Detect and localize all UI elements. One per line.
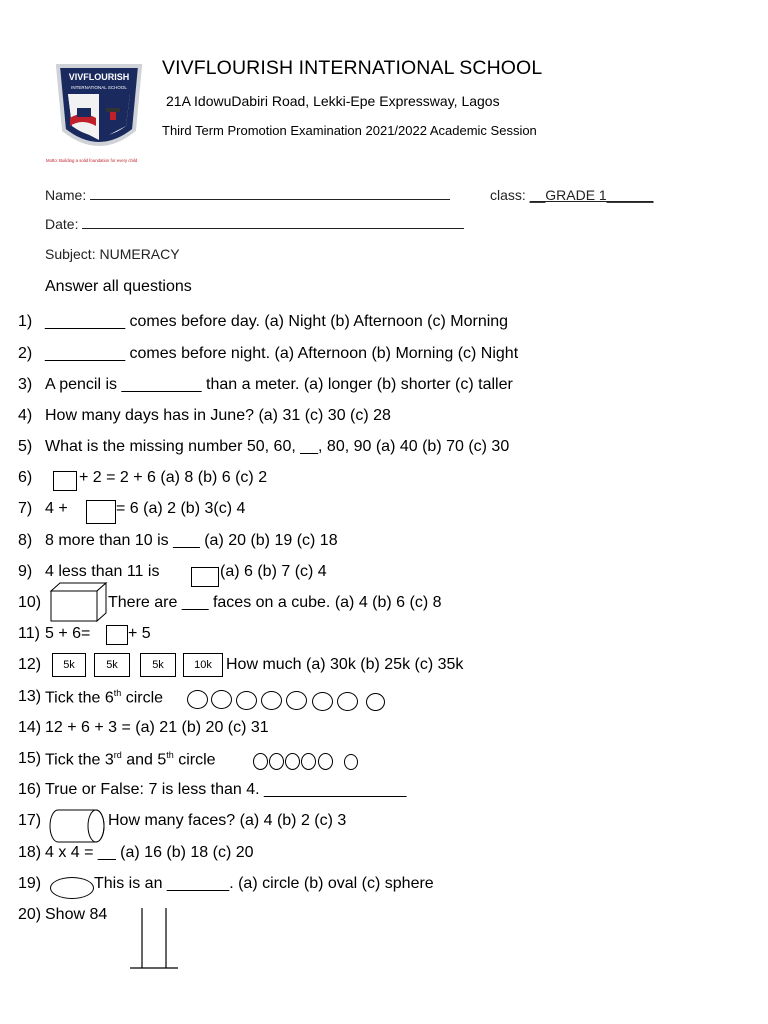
question-number: 17) <box>18 812 42 829</box>
question-number: 6) <box>18 469 33 486</box>
question-number: 2) <box>18 345 33 362</box>
subject-line: Subject: NUMERACY <box>45 246 180 262</box>
question-text: This is an _______. (a) circle (b) oval (c) sphere <box>94 875 434 892</box>
question-text <box>45 750 216 769</box>
question-text: _________ comes before day. (a) Night (b) Afternoon (c) Morning <box>45 313 509 330</box>
coin-5k: 5k <box>140 653 176 677</box>
circle-option[interactable] <box>286 691 307 710</box>
question-text-b: and 5 <box>121 751 167 769</box>
school-logo <box>44 62 154 166</box>
circle-option[interactable] <box>261 691 282 710</box>
question-text <box>45 688 163 707</box>
question-text: 4 x 4 = __ (a) 16 (b) 18 (c) 20 <box>45 844 254 861</box>
question-number: 4) <box>18 407 33 424</box>
school-name: VIVFLOURISH INTERNATIONAL SCHOOL <box>162 57 543 79</box>
circle-option[interactable] <box>301 753 316 770</box>
question-number: 8) <box>18 532 33 549</box>
coin-10k: 10k <box>183 653 223 677</box>
circle-option[interactable] <box>344 754 358 770</box>
circle-option[interactable] <box>269 753 284 770</box>
question-text: How many faces? (a) 4 (b) 2 (c) 3 <box>108 812 347 829</box>
question-text-b: + 5 <box>128 625 151 642</box>
question-number: 19) <box>18 875 42 892</box>
name-label: Name: <box>45 187 91 203</box>
name-line[interactable] <box>90 187 450 200</box>
question-text-b: circle <box>121 689 164 707</box>
question-text: How much (a) 30k (b) 25k (c) 35k <box>226 656 464 673</box>
circle-option[interactable] <box>337 692 358 711</box>
coin-5k: 5k <box>94 653 130 677</box>
circle-option[interactable] <box>253 753 268 770</box>
answer-box[interactable] <box>53 471 77 491</box>
logo-motto: Motto: Building a solid foundation for every child <box>46 158 138 163</box>
question-text-b: (a) 6 (b) 7 (c) 4 <box>220 563 327 580</box>
question-number: 11) <box>18 625 40 642</box>
question-text-b: = 6 (a) 2 (b) 3(c) 4 <box>116 500 246 517</box>
oval-shape <box>50 877 94 899</box>
question-text: 8 more than 10 is ___ (a) 20 (b) 19 (c) 18 <box>45 532 338 549</box>
instructions: Answer all questions <box>45 278 192 295</box>
question-number: 10) <box>18 594 42 611</box>
question-text: A pencil is _________ than a meter. (a) longer (b) shorter (c) taller <box>45 376 513 393</box>
circle-option[interactable] <box>318 753 333 770</box>
exam-session: Third Term Promotion Examination 2021/2022 Academic Session <box>162 123 537 138</box>
question-number: 3) <box>18 376 33 393</box>
class-value: __GRADE 1______ <box>529 187 654 203</box>
circle-option[interactable] <box>236 691 257 710</box>
circle-option[interactable] <box>366 693 385 711</box>
answer-box[interactable] <box>86 500 116 524</box>
question-number: 20) <box>18 906 42 923</box>
cube-shape <box>50 582 108 627</box>
logo-text-sub: INTERNATIONAL SCHOOL <box>71 85 127 90</box>
question-text: + 2 = 2 + 6 (a) 8 (b) 6 (c) 2 <box>79 469 268 486</box>
school-address: 21A IdowuDabiri Road, Lekki-Epe Expressway, Lagos <box>166 93 500 109</box>
question-text: _________ comes before night. (a) Afternoon (b) Morning (c) Night <box>45 345 519 362</box>
class-field <box>490 187 653 203</box>
question-number: 16) <box>18 781 42 798</box>
question-text: How many days has in June? (a) 31 (c) 30 (c) 28 <box>45 407 391 424</box>
question-number: 5) <box>18 438 33 455</box>
answer-box[interactable] <box>191 567 219 587</box>
question-text-a: 4 less than 11 is <box>45 563 160 580</box>
question-text-a: 5 + 6= <box>45 625 91 642</box>
date-field <box>45 216 464 232</box>
class-label: class: <box>490 187 530 203</box>
question-number: 15) <box>18 750 42 767</box>
question-number: 14) <box>18 719 42 736</box>
question-text-a: 4 + <box>45 500 68 517</box>
question-text: There are ___ faces on a cube. (a) 4 (b) 6 (c) 8 <box>108 594 442 611</box>
question-number: 18) <box>18 844 42 861</box>
ordinal-suffix: th <box>113 688 122 698</box>
question-number: 12) <box>18 656 42 673</box>
circle-option[interactable] <box>187 690 208 709</box>
date-label: Date: <box>45 216 83 232</box>
question-number: 13) <box>18 688 42 705</box>
name-field <box>45 187 450 203</box>
question-text: Show 84 <box>45 906 108 923</box>
circle-option[interactable] <box>312 692 333 711</box>
coin-5k: 5k <box>52 653 86 677</box>
question-text-a: Tick the 6 <box>45 689 114 707</box>
circle-option[interactable] <box>211 690 232 709</box>
circle-option[interactable] <box>285 753 300 770</box>
cylinder-shape <box>50 808 106 849</box>
question-number: 1) <box>18 313 33 330</box>
ordinal-suffix: th <box>166 750 174 760</box>
abacus-drawing[interactable] <box>130 908 180 977</box>
question-text-a: Tick the 3 <box>45 751 114 769</box>
question-text: What is the missing number 50, 60, __, 80, 90 (a) 40 (b) 70 (c) 30 <box>45 438 510 455</box>
ordinal-suffix: rd <box>113 750 122 760</box>
question-text: 12 + 6 + 3 = (a) 21 (b) 20 (c) 31 <box>45 719 269 736</box>
question-number: 7) <box>18 500 33 517</box>
question-number: 9) <box>18 563 33 580</box>
date-line[interactable] <box>82 216 464 229</box>
logo-text-top: VIVFLOURISH <box>68 72 130 82</box>
question-text-c: circle <box>173 751 216 769</box>
question-text: True or False: 7 is less than 4. ________________ <box>45 781 407 798</box>
answer-box[interactable] <box>106 625 128 645</box>
